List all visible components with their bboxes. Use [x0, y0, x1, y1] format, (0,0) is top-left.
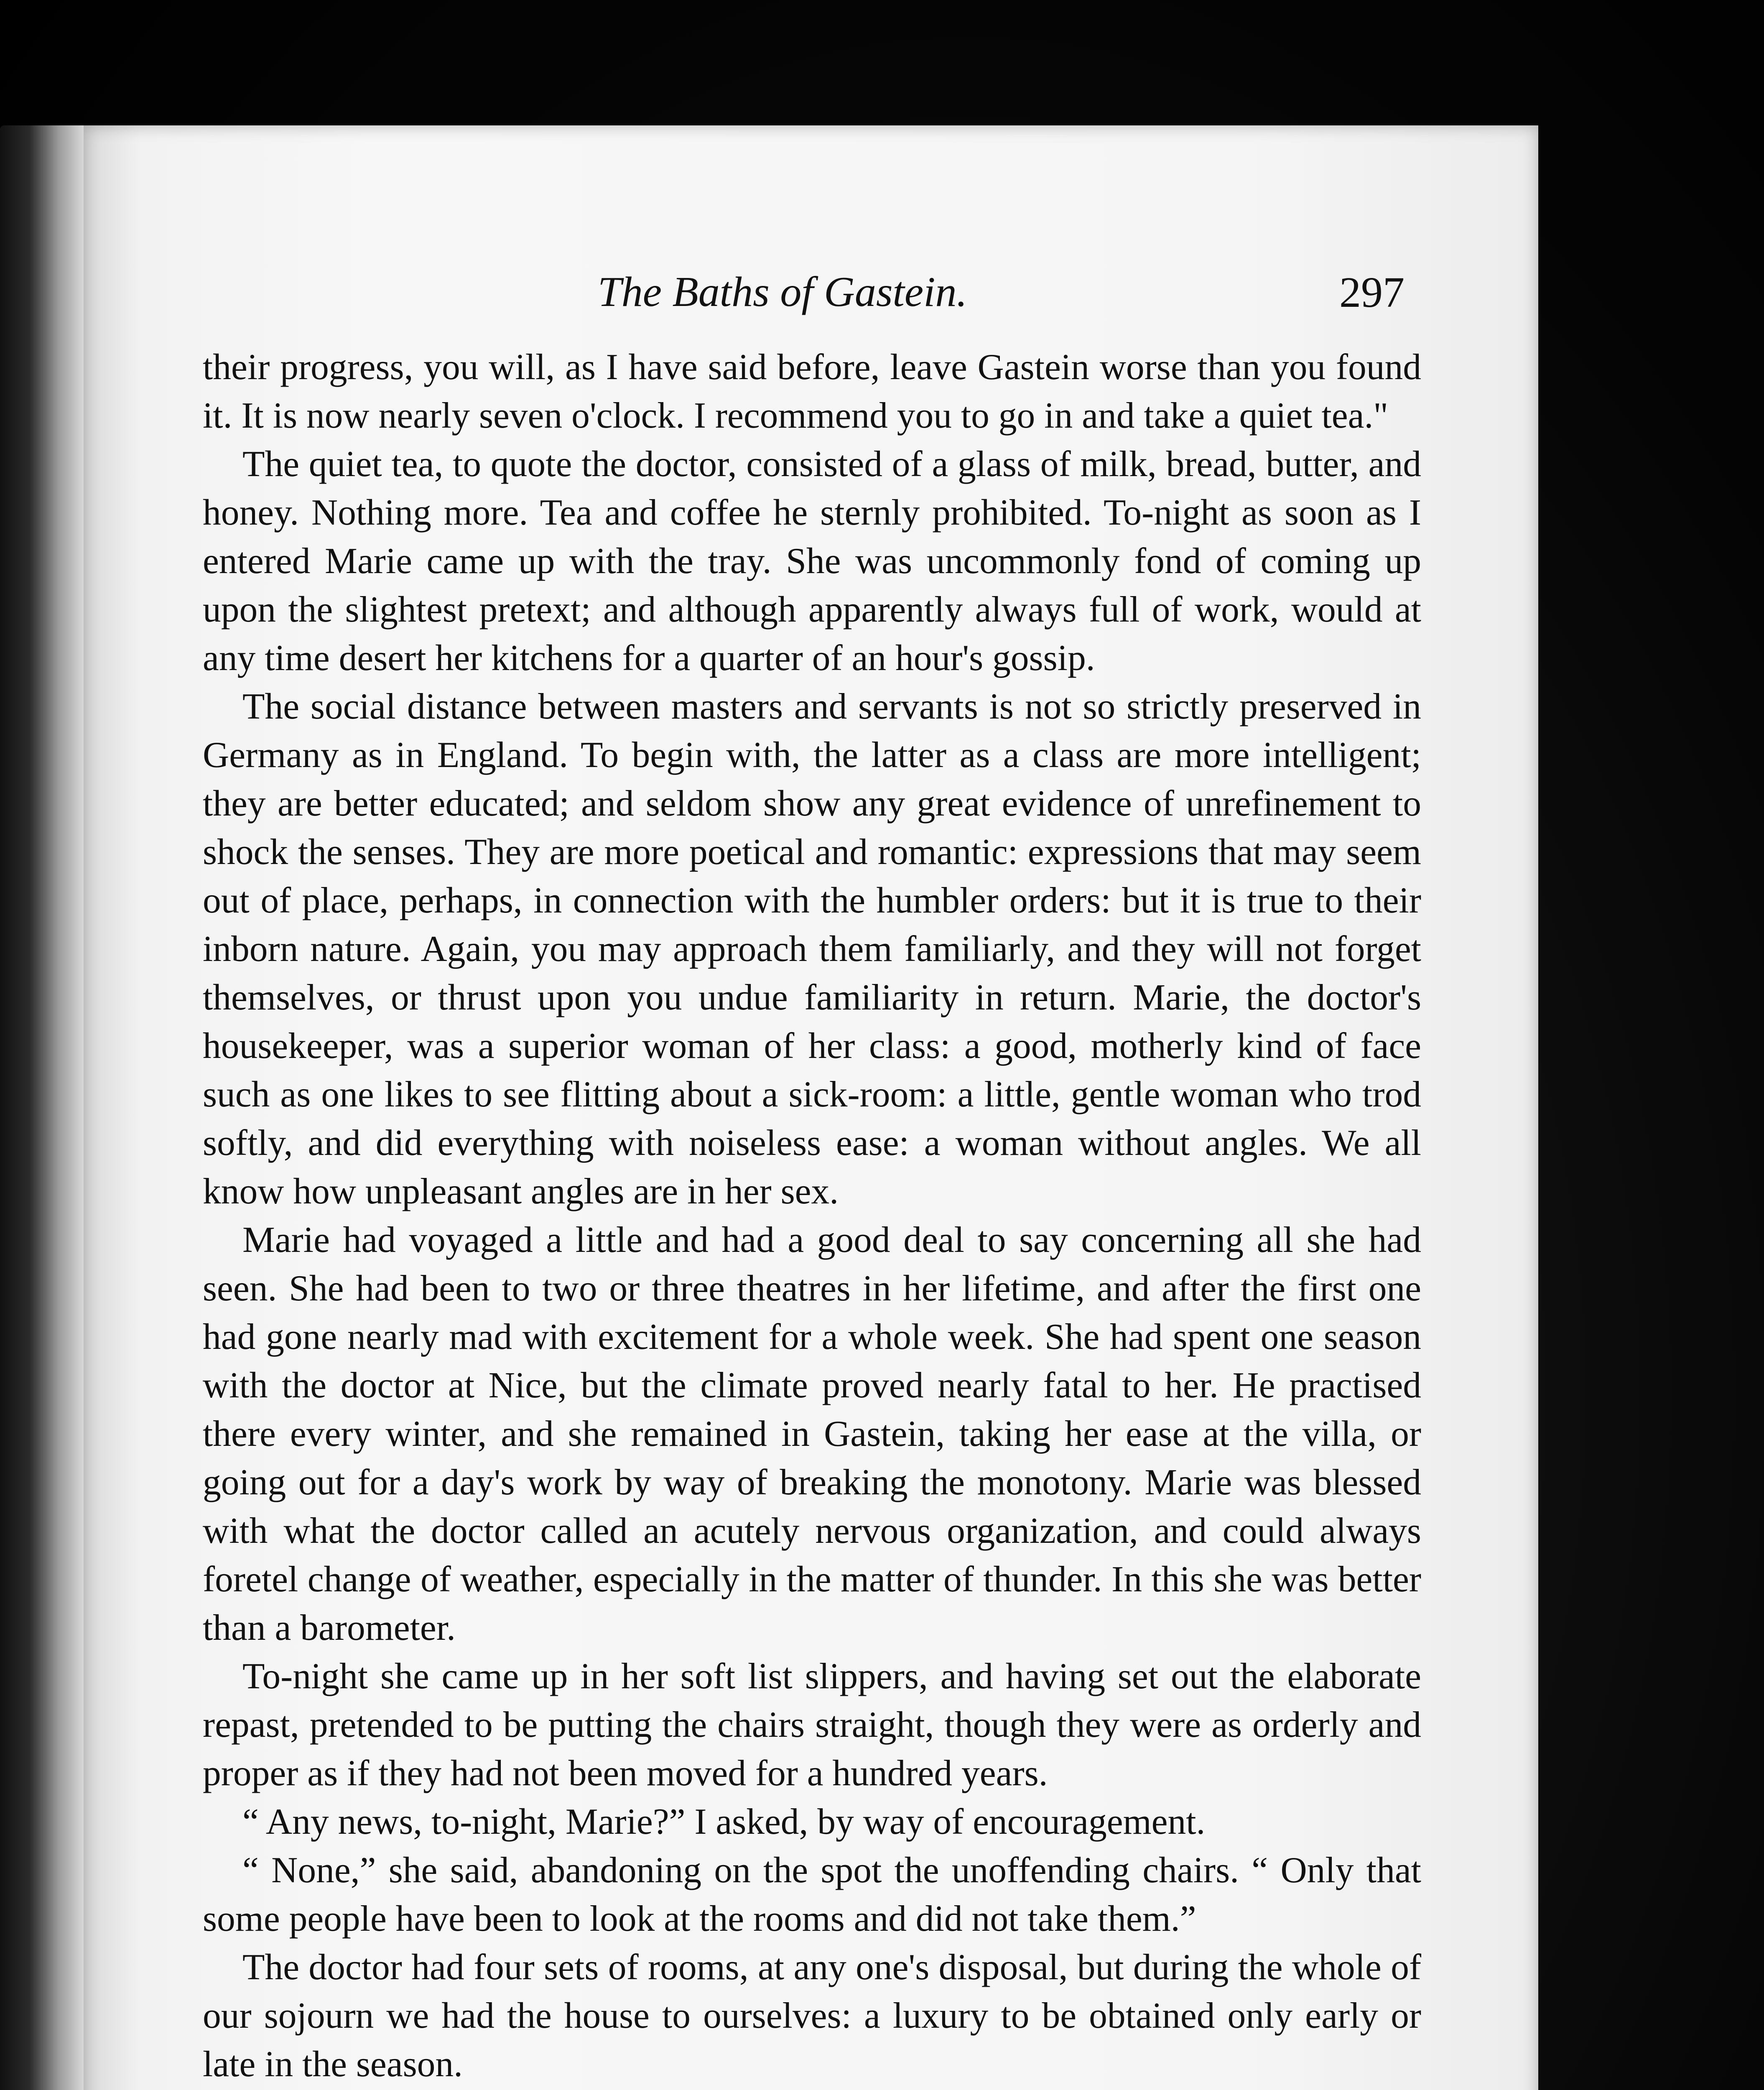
paragraph: “ Any news, to-night, Marie?” I asked, by way of encouragement. — [242, 1801, 1206, 1842]
book-spine-facing-page — [0, 125, 84, 2090]
page-number: 297 — [1339, 268, 1405, 316]
paragraph: The quiet tea, to quote the doctor, consisted of a glass of milk, bread, butter, and honey. Nothing more. Tea and coffee he sternly prohibited. To-night as soon as I entered Marie came up with the tray. She was uncommonly fond of coming up upon the slightest pretext; and although apparently always full of work, would at any time desert her kitchens for a quarter of an hour's gossip. — [203, 443, 1421, 678]
body-text — [203, 343, 1421, 2090]
running-head — [84, 268, 1538, 326]
paragraph: “ None,” she said, abandoning on the spot the unoffending chairs. “ Only that some people have been to look at the rooms and did not take them.” — [203, 1850, 1421, 1939]
running-title: The Baths of Gastein. — [598, 268, 967, 316]
paragraph: The doctor had four sets of rooms, at any one's disposal, but during the whole of our sojourn we had the house to ourselves: a luxury to be obtained only early or late in the season. — [203, 1947, 1421, 2084]
paragraph: The social distance between masters and servants is not so strictly preserved in Germany as in England. To begin with, the latter as a class are more intelligent; they are better educated; and seldom show any great evidence of unrefinement to shock the senses. They are more poetical and romantic: expressions that may seem out of place, perhaps, in connection with the humbler orders: but it is true to their inborn nature. Again, you may approach them familiarly, and they will not forget themselves, or thrust upon you undue familiarity in return. Marie, the doctor's housekeeper, was a superior woman of her class: a good, motherly kind of face such as one likes to see flitting about a sick-room: a little, gentle woman who trod softly, and did everything with noiseless ease: a woman without angles. We all know how unpleasant angles are in her sex. — [203, 686, 1421, 1211]
paragraph: To-night she came up in her soft list slippers, and having set out the elaborate repast, pretended to be putting the chairs straight, though they were as orderly and proper as if they had not been moved for a hundred years. — [203, 1656, 1421, 1793]
paragraph: their progress, you will, as I have said before, leave Gastein worse than you found it. It is now nearly seven o'clock. I recommend you to go in and take a quiet tea." — [203, 347, 1421, 436]
book-page — [84, 125, 1538, 2090]
paragraph — [203, 2088, 1421, 2090]
paragraph: Marie had voyaged a little and had a good deal to say concerning all she had seen. She had been to two or three theatres in her lifetime, and after the first one had gone nearly mad with excitement for a whole week. She had spent one season with the doctor at Nice, but the climate proved nearly fatal to her. He practised there every winter, and she remained in Gastein, taking her ease at the villa, or going out for a day's work by way of breaking the monotony. Marie was blessed with what the doctor called an acutely nervous organization, and could always foretel change of weather, especially in the matter of thunder. In this she was better than a barometer. — [203, 1219, 1421, 1648]
